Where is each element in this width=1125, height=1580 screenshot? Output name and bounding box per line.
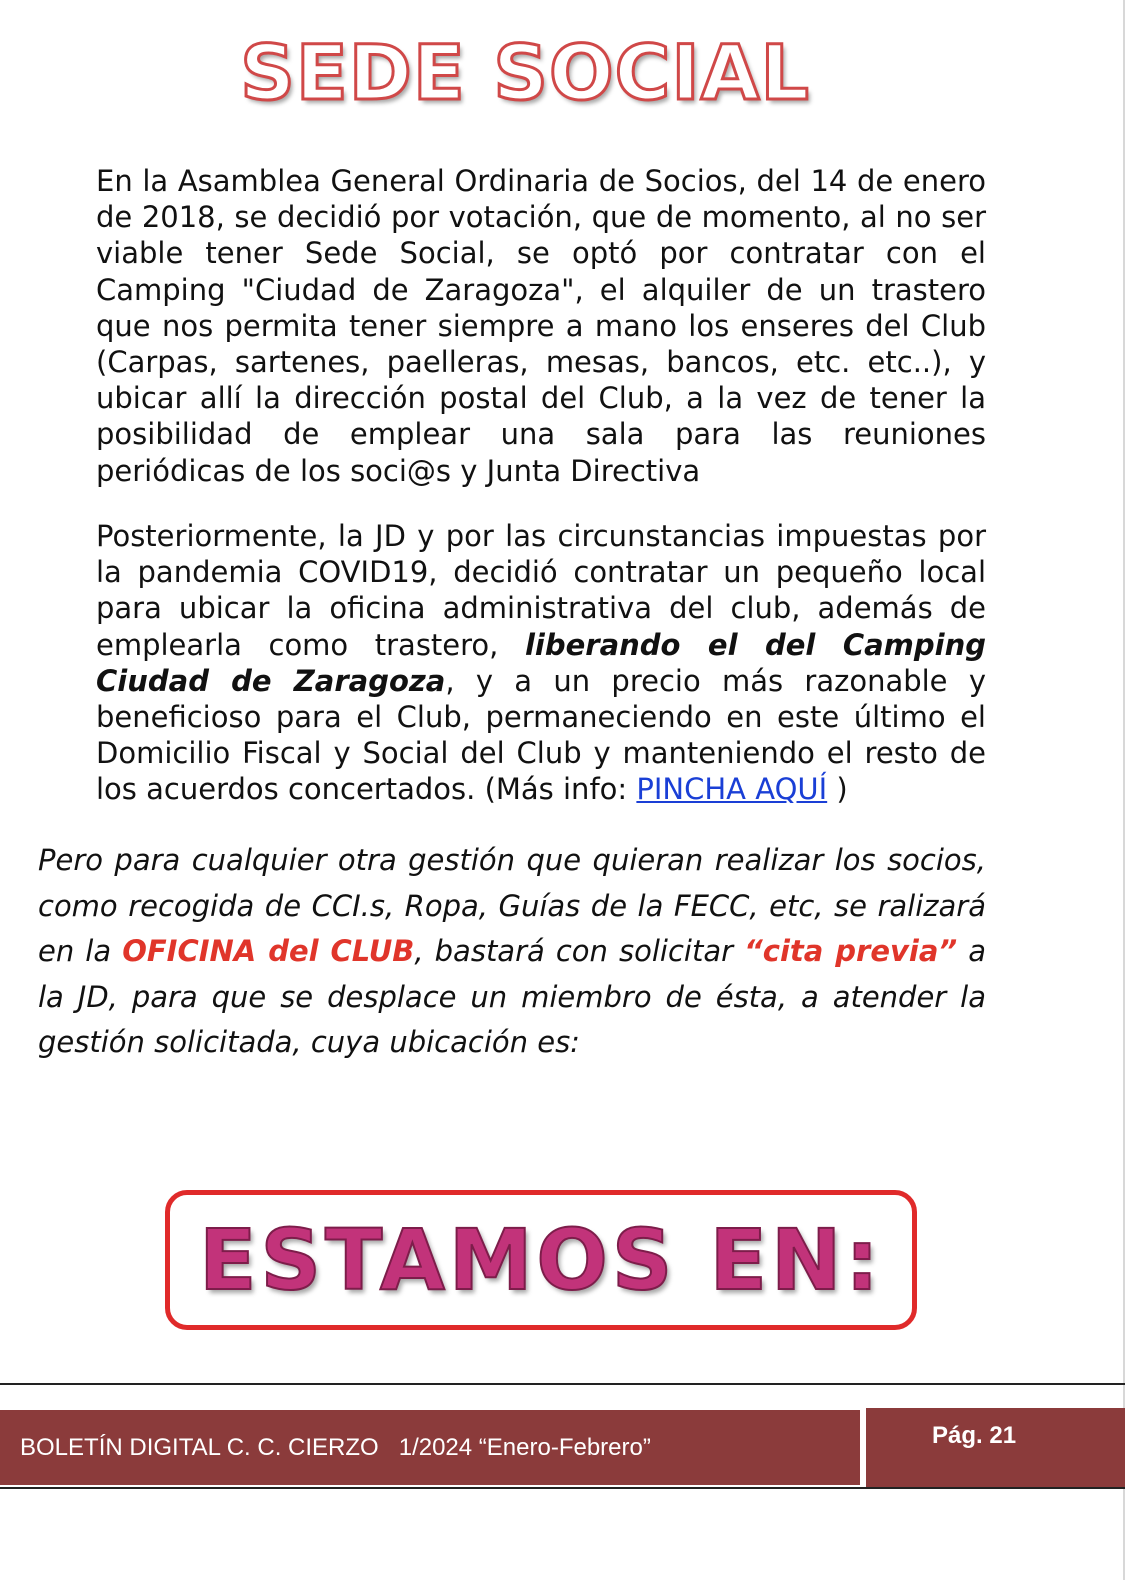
footer-divider-top	[0, 1383, 1125, 1385]
location-banner-text: ESTAMOS EN:	[199, 1211, 883, 1309]
page-title: SEDE SOCIAL	[240, 28, 810, 117]
paragraph-office-text-1: Posteriormente, la JD y por las circunstancias impuestas por la pandemia COVID19, decidió contratar un pequeño local para ubicar la oficina administrativa del club, además de emplearla como trastero,	[96, 519, 986, 662]
location-banner	[165, 1190, 917, 1330]
paragraph-appointment-text-1: Pero para cualquier otra gestión que quieran realizar los socios, como recogida de CCI.s, Ropa, Guías de la FECC, etc, se ralizará en la	[38, 843, 986, 968]
footer-divider-bottom	[0, 1487, 1125, 1489]
paragraph-office-text-3: )	[827, 772, 848, 807]
footer-publication: BOLETÍN DIGITAL C. C. CIERZO 1/2024 “Enero-Febrero”	[0, 1410, 860, 1485]
appointment-highlight: “cita previa”	[744, 934, 958, 968]
paragraph-appointment	[38, 838, 986, 1066]
more-info-link[interactable]: PINCHA AQUÍ	[636, 772, 828, 807]
paragraph-office-emphasis: liberando el del Camping Ciudad de Zaragoza	[96, 627, 986, 698]
footer-page-number: Pág. 21	[866, 1408, 1125, 1487]
paragraph-assembly: En la Asamblea General Ordinaria de Socios, del 14 de enero de 2018, se decidió por votación, que de momento, al no ser viable tener Sede Social, se optó por contratar con el Camping "Ciudad de Zaragoza", el alquiler de un trastero que nos permita tener siempre a mano los enseres del Club (Carpas, sartenes, paelleras, mesas, bancos, etc. etc..), y ubicar allí la dirección postal del Club, a la vez de tener la posibilidad de emplear una sala para las reuniones periódicas de los soci@s y Junta Directiva	[96, 164, 986, 488]
paragraph-office	[96, 518, 986, 808]
paragraph-appointment-text-2: , bastará con solicitar	[414, 934, 745, 968]
office-highlight: OFICINA del CLUB	[122, 934, 415, 968]
paragraph-office-text-2: , y a un precio más razonable y beneficioso para el Club, permaneciendo en este último el Domicilio Fiscal y Social del Club y manteniendo el resto de los acuerdos concertados. (Más info:	[96, 663, 986, 807]
paragraph-appointment-text-3: a la JD, para que se desplace un miembro de ésta, a atender la gestión solicitada, cuya ubicación es:	[38, 934, 986, 1059]
